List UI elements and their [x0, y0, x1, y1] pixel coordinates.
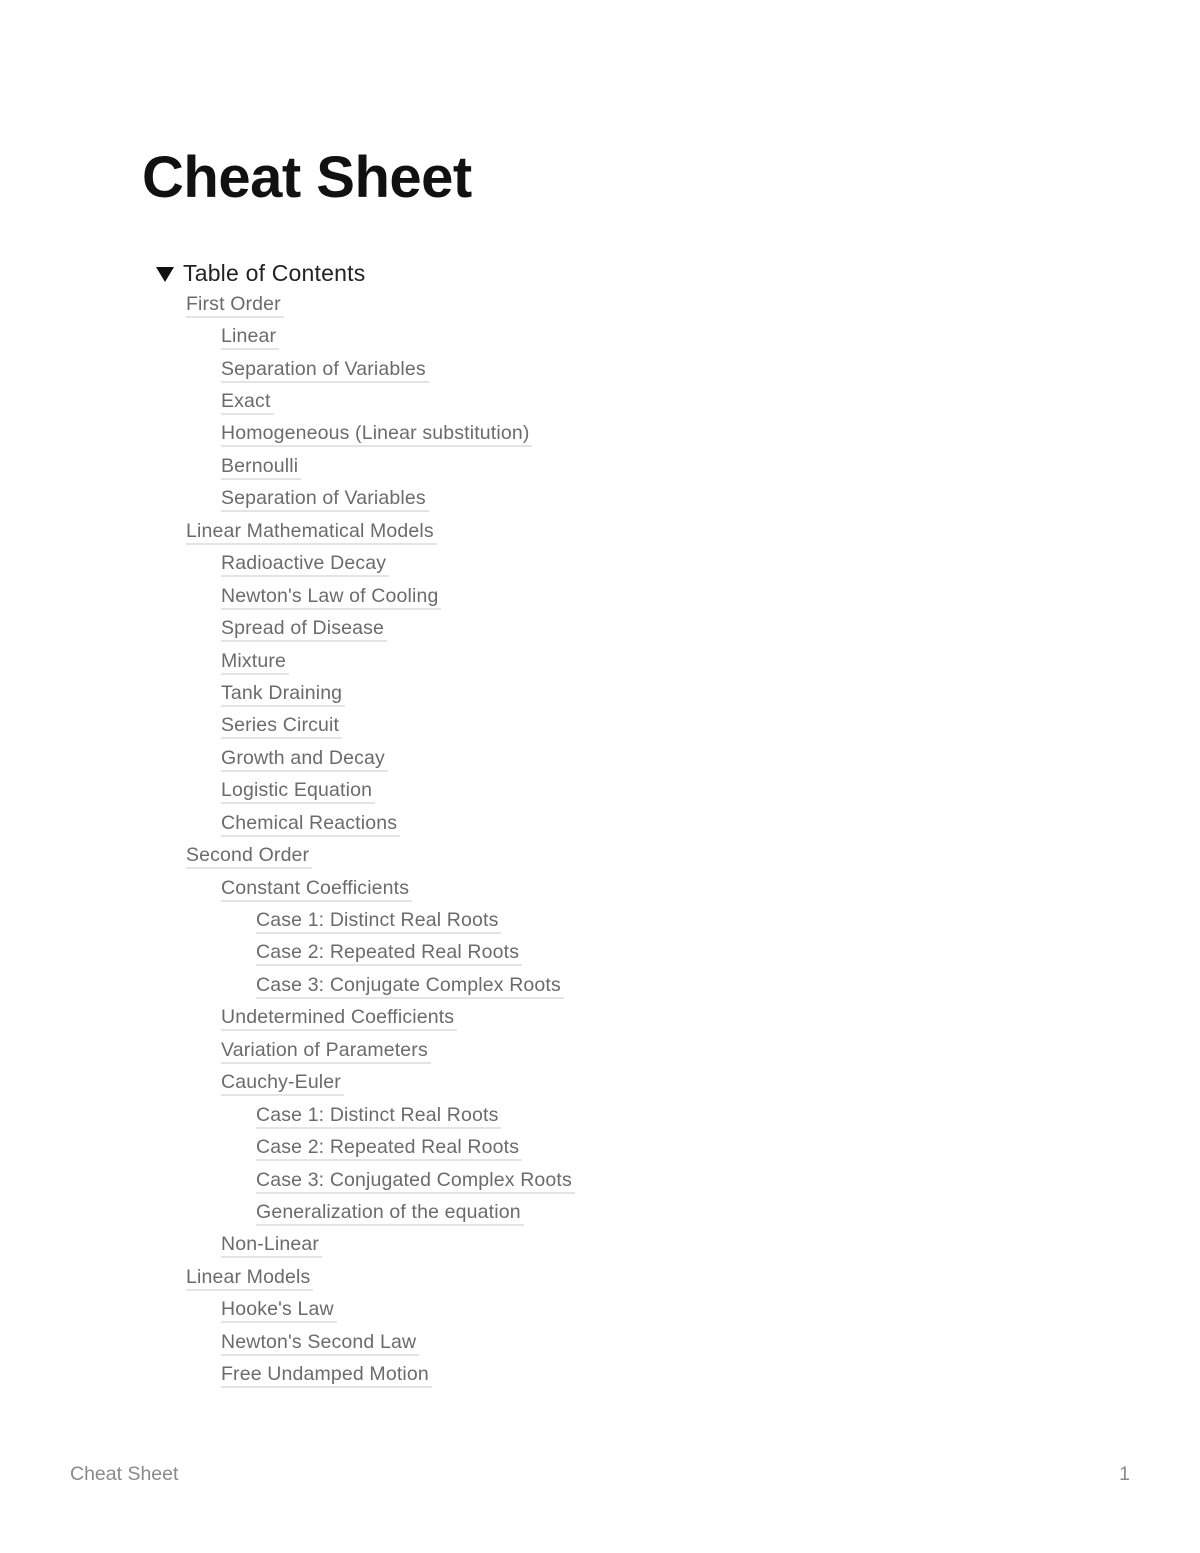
toc-link[interactable]: Free Undamped Motion — [221, 1363, 432, 1388]
toc-link[interactable]: Second Order — [186, 844, 312, 869]
toc-item — [156, 1262, 575, 1294]
toc-link[interactable]: First Order — [186, 293, 284, 318]
table-of-contents — [156, 257, 575, 1392]
toc-toggle[interactable] — [156, 257, 575, 289]
toc-list — [156, 289, 575, 1392]
toc-item — [156, 840, 575, 872]
toc-item — [156, 581, 575, 613]
toc-link[interactable]: Separation of Variables — [221, 487, 429, 512]
toc-item — [156, 776, 575, 808]
toc-item — [156, 808, 575, 840]
toc-link[interactable]: Case 1: Distinct Real Roots — [256, 909, 501, 934]
toc-item — [156, 1327, 575, 1359]
toc-link[interactable]: Newton's Law of Cooling — [221, 585, 441, 610]
toc-link[interactable]: Case 3: Conjugate Complex Roots — [256, 974, 564, 999]
toc-link[interactable]: Variation of Parameters — [221, 1039, 431, 1064]
toc-item — [156, 1035, 575, 1067]
toc-item — [156, 1100, 575, 1132]
toc-item — [156, 711, 575, 743]
toc-link[interactable]: Generalization of the equation — [256, 1201, 524, 1226]
toc-item — [156, 678, 575, 710]
toc-item — [156, 451, 575, 483]
triangle-down-icon[interactable] — [156, 267, 174, 282]
toc-link[interactable]: Mixture — [221, 650, 289, 675]
toc-item — [156, 484, 575, 516]
toc-item — [156, 386, 575, 418]
toc-item — [156, 905, 575, 937]
toc-link[interactable]: Non-Linear — [221, 1233, 322, 1258]
toc-link[interactable]: Spread of Disease — [221, 617, 387, 642]
toc-link[interactable]: Growth and Decay — [221, 747, 388, 772]
toc-item — [156, 938, 575, 970]
toc-link[interactable]: Linear — [221, 325, 279, 350]
toc-item — [156, 1295, 575, 1327]
toc-link[interactable]: Series Circuit — [221, 714, 342, 739]
toc-item — [156, 1165, 575, 1197]
toc-link[interactable]: Constant Coefficients — [221, 877, 412, 902]
toc-item — [156, 1230, 575, 1262]
toc-link[interactable]: Case 2: Repeated Real Roots — [256, 1136, 522, 1161]
toc-item — [156, 419, 575, 451]
toc-link[interactable]: Exact — [221, 390, 274, 415]
toc-link[interactable]: Separation of Variables — [221, 358, 429, 383]
page-number: 1 — [1119, 1463, 1130, 1485]
toc-link[interactable]: Hooke's Law — [221, 1298, 337, 1323]
toc-item — [156, 613, 575, 645]
toc-link[interactable]: Case 3: Conjugated Complex Roots — [256, 1169, 575, 1194]
toc-item — [156, 646, 575, 678]
toc-title: Table of Contents — [183, 259, 366, 286]
toc-link[interactable]: Radioactive Decay — [221, 552, 389, 577]
toc-item — [156, 1003, 575, 1035]
toc-link[interactable]: Cauchy-Euler — [221, 1071, 344, 1096]
toc-link[interactable]: Case 2: Repeated Real Roots — [256, 941, 522, 966]
toc-link[interactable]: Undetermined Coefficients — [221, 1006, 457, 1031]
toc-link[interactable]: Case 1: Distinct Real Roots — [256, 1104, 501, 1129]
toc-item — [156, 516, 575, 548]
toc-link[interactable]: Chemical Reactions — [221, 812, 400, 837]
toc-item — [156, 1359, 575, 1391]
toc-item — [156, 321, 575, 353]
toc-link[interactable]: Linear Mathematical Models — [186, 520, 437, 545]
toc-link[interactable]: Logistic Equation — [221, 779, 375, 804]
toc-link[interactable]: Bernoulli — [221, 455, 301, 480]
toc-link[interactable]: Newton's Second Law — [221, 1331, 419, 1356]
toc-item — [156, 1197, 575, 1229]
toc-item — [156, 354, 575, 386]
toc-item — [156, 743, 575, 775]
toc-link[interactable]: Homogeneous (Linear substitution) — [221, 422, 532, 447]
toc-item — [156, 289, 575, 321]
toc-item — [156, 970, 575, 1002]
toc-link[interactable]: Tank Draining — [221, 682, 345, 707]
toc-link[interactable]: Linear Models — [186, 1266, 313, 1291]
footer-title: Cheat Sheet — [70, 1463, 179, 1485]
toc-item — [156, 873, 575, 905]
toc-item — [156, 1132, 575, 1164]
page-title: Cheat Sheet — [142, 145, 472, 210]
toc-item — [156, 549, 575, 581]
toc-item — [156, 1068, 575, 1100]
